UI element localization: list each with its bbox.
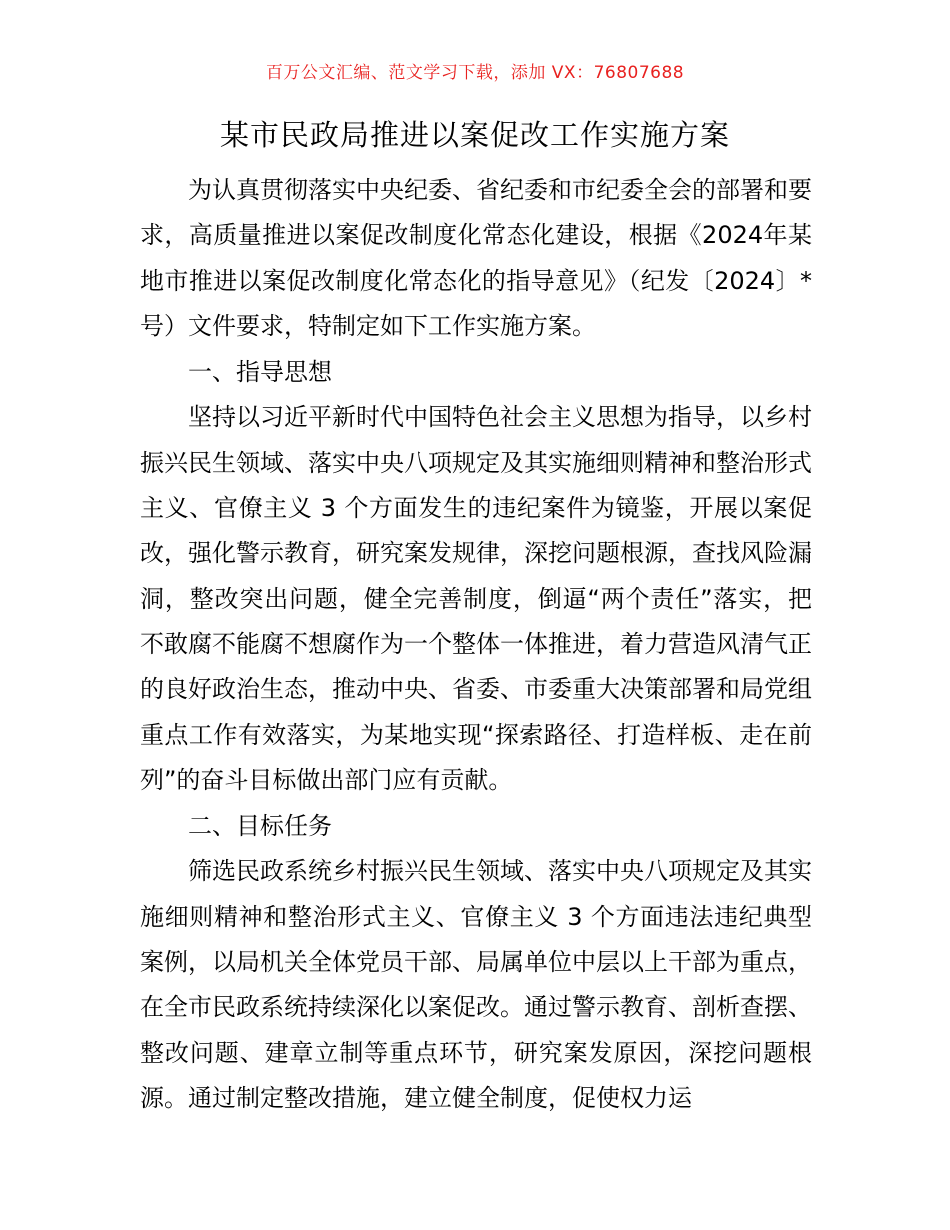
paragraph-objectives: 筛选民政系统乡村振兴民生领域、落实中央八项规定及其实施细则精神和整治形式主义、官僚主义 3 个方面违法违纪典型案例，以局机关全体党员干部、局属单位中层以上干部为重点，在全市民政系统持续深化以案促改。通过警示教育、剖析查摆、整改问题、建章立制等重点环节，研究案发原因，深挖问题根源。通过制定整改措施，建立健全制度，促使权力运	[140, 857, 812, 1112]
document-title: 某市民政局推进以案促改工作实施方案	[219, 118, 730, 152]
paragraph-intro: 为认真贯彻落实中央纪委、省纪委和市纪委全会的部署和要求，高质量推进以案促改制度化常态化建设，根据《2024年某地市推进以案促改制度化常态化的指导意见》（纪发〔2024〕*号）文件要求，特制定如下工作实施方案。	[140, 176, 812, 340]
paragraph-guiding-ideology: 坚持以习近平新时代中国特色社会主义思想为指导，以乡村振兴民生领域、落实中央八项规定及其实施细则精神和整治形式主义、官僚主义 3 个方面发生的违纪案件为镜鉴，开展以案促改，强化警示教育，研究案发规律，深挖问题根源，查找风险漏洞，整改突出问题，健全完善制度，倒逼“两个责任”落实，把不敢腐不能腐不想腐作为一个整体一体推进，着力营造风清气正的良好政治生态，推动中央、省委、市委重大决策部署和局党组重点工作有效落实，为某地实现“探索路径、打造样板、走在前列”的奋斗目标做出部门应有贡献。	[140, 403, 812, 794]
section-heading-guiding-ideology: 一、指导思想	[188, 358, 332, 387]
document-body	[140, 168, 812, 1121]
header-note: 百万公文汇编、范文学习下载，添加 VX：76807688	[265, 63, 685, 83]
section-heading-objectives: 二、目标任务	[188, 812, 332, 841]
